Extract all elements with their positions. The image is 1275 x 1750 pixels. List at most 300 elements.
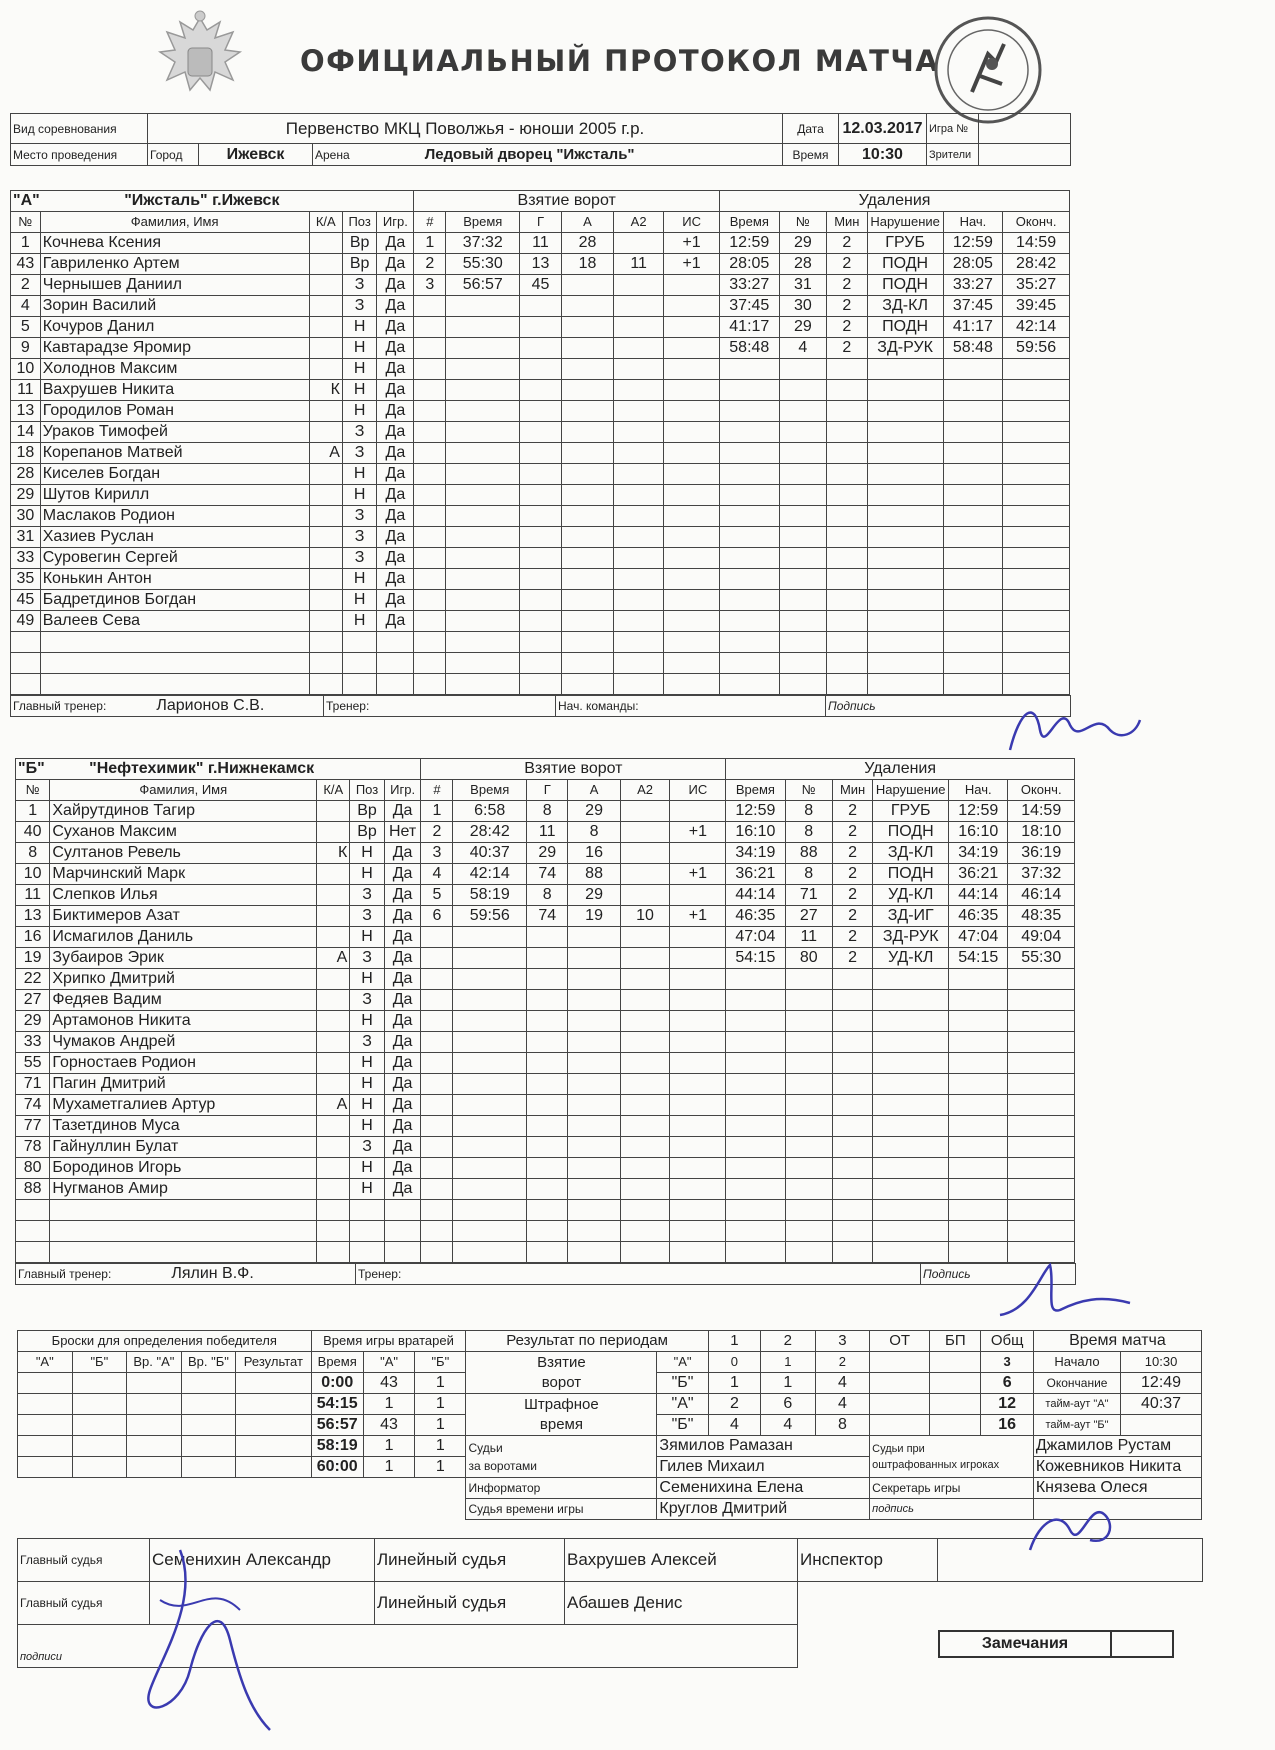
- penalty-minutes: [832, 1221, 872, 1242]
- player-name: Суханов Максим: [50, 822, 317, 843]
- penalty-minutes: 2: [827, 338, 867, 359]
- goal-assist2: [620, 969, 670, 990]
- goal-number: [414, 443, 446, 464]
- player-played: Нет: [384, 822, 421, 843]
- player-played: Да: [384, 1116, 421, 1137]
- goal-situation: [664, 590, 720, 611]
- team-a-row: [11, 275, 1070, 296]
- player-position: Н: [350, 1116, 384, 1137]
- penalty-start: [943, 611, 1002, 632]
- goal-time: [453, 1179, 527, 1200]
- linesman-1-label: Линейный судья: [375, 1539, 565, 1582]
- player-role: [309, 527, 342, 548]
- goal-number: [414, 653, 446, 674]
- player-played: Да: [384, 990, 421, 1011]
- player-role: [309, 254, 342, 275]
- goal-scorer: [526, 1221, 568, 1242]
- player-position: [350, 1200, 384, 1221]
- penalty-end: 39:45: [1003, 296, 1070, 317]
- player-number: 13: [16, 906, 50, 927]
- goal-situation: [664, 401, 720, 422]
- player-position: Н: [350, 1053, 384, 1074]
- team-b-row: [16, 822, 1075, 843]
- periods-header: Результат по периодам: [466, 1331, 708, 1352]
- result-p2: 1: [761, 1352, 816, 1373]
- player-number: 2: [11, 275, 41, 296]
- penalty-time: 34:19: [726, 843, 785, 864]
- player-name: Мухаметгалиев Артур: [50, 1095, 317, 1116]
- player-played: Да: [384, 927, 421, 948]
- player-name: Киселев Богдан: [40, 464, 309, 485]
- goal-assist2: [614, 548, 664, 569]
- goal-assist2: [620, 1200, 670, 1221]
- player-number: 74: [16, 1095, 50, 1116]
- penalty-violation: ПОДН: [867, 254, 943, 275]
- player-position: [342, 674, 377, 695]
- goal-time: 59:56: [453, 906, 527, 927]
- team-b-row: [16, 864, 1075, 885]
- blank: [798, 1582, 1203, 1625]
- goal-assist: [561, 422, 613, 443]
- goal-number: [421, 990, 453, 1011]
- goal-assist: [568, 1221, 620, 1242]
- player-role: [317, 1074, 350, 1095]
- player-name: Зубаиров Эрик: [50, 948, 317, 969]
- player-position: Н: [350, 1074, 384, 1095]
- penalty-player: 31: [779, 275, 827, 296]
- goal-assist: 8: [568, 822, 620, 843]
- goals-row-label: [466, 1352, 657, 1394]
- penalty-violation: [873, 1221, 949, 1242]
- penalty-end: [1003, 464, 1070, 485]
- goal-assist: [561, 590, 613, 611]
- penalty-violation: [873, 1095, 949, 1116]
- penalty-violation: [867, 485, 943, 506]
- penalty-start: [943, 653, 1002, 674]
- penalty-minutes: 2: [832, 885, 872, 906]
- goal-assist2: [620, 801, 670, 822]
- player-position: Н: [350, 843, 384, 864]
- goal-number: [421, 1011, 453, 1032]
- goal-time: [446, 443, 520, 464]
- team-b-row: [16, 1032, 1075, 1053]
- team-a-row: [11, 380, 1070, 401]
- player-played: Да: [384, 1032, 421, 1053]
- goal-assist: [561, 401, 613, 422]
- goal-scorer: [520, 590, 562, 611]
- col-pen-num: №: [779, 212, 827, 233]
- penalty-time: [720, 653, 779, 674]
- coach-label: Главный тренер:: [13, 699, 107, 713]
- player-position: З: [350, 885, 384, 906]
- player-number: [11, 674, 41, 695]
- player-position: Н: [350, 1179, 384, 1200]
- penalty-start: [949, 969, 1008, 990]
- shootout-cell: [18, 1457, 73, 1478]
- col-pen-min: Мин: [832, 780, 872, 801]
- goal-assist2: [614, 317, 664, 338]
- player-position: Н: [350, 927, 384, 948]
- penalty-violation: УД-КЛ: [873, 885, 949, 906]
- team-a-letter: "А": [13, 192, 40, 209]
- team-a-row: [11, 254, 1070, 275]
- player-name: Гайнуллин Булат: [50, 1137, 317, 1158]
- shootout-cell: [127, 1373, 182, 1394]
- penalty-player: 30: [779, 296, 827, 317]
- penalty-start: 41:17: [943, 317, 1002, 338]
- col-goal-scorer: Г: [520, 212, 562, 233]
- penalty-player: [785, 1011, 832, 1032]
- gk-time-col: Время: [311, 1352, 363, 1373]
- goal-number: [414, 338, 446, 359]
- player-number: 8: [16, 843, 50, 864]
- team-a-row: [11, 569, 1070, 590]
- team-b-name: "Нефтехимик" г.Нижнекамск: [89, 760, 315, 777]
- penalty-minutes: 2: [827, 254, 867, 275]
- team-a-row: [11, 359, 1070, 380]
- goal-time: 58:19: [453, 885, 527, 906]
- player-position: З: [350, 906, 384, 927]
- team-b-penalties-header: Удаления: [726, 759, 1075, 780]
- goal-scorer: 8: [526, 801, 568, 822]
- team-a-trainer-label: Тренер:: [324, 696, 556, 717]
- goal-assist2: [614, 674, 664, 695]
- shootout-cell: [127, 1436, 182, 1457]
- penalty-minutes: [832, 969, 872, 990]
- goal-time: [453, 1116, 527, 1137]
- player-position: Вр: [342, 233, 377, 254]
- player-position: Н: [342, 338, 377, 359]
- penalty-start: 37:45: [943, 296, 1002, 317]
- penalty-player: 8: [785, 801, 832, 822]
- penalty-time: [726, 1053, 785, 1074]
- player-role: [317, 990, 350, 1011]
- player-played: Да: [384, 1053, 421, 1074]
- goal-assist: [561, 380, 613, 401]
- col-played: Игр.: [377, 212, 414, 233]
- goal-assist2: [620, 843, 670, 864]
- gk-row-time: 60:00: [311, 1457, 363, 1478]
- penalty-end: [1008, 1074, 1075, 1095]
- player-number: 77: [16, 1116, 50, 1137]
- goal-scorer: 74: [526, 906, 568, 927]
- result-ot: [870, 1373, 930, 1394]
- team-b-row: [16, 1179, 1075, 1200]
- goal-situation: [664, 275, 720, 296]
- goalie-time-header: Время игры вратарей: [311, 1331, 466, 1352]
- goal-situation: [670, 1032, 726, 1053]
- goal-assist2: [614, 590, 664, 611]
- player-role: [317, 801, 350, 822]
- signatures-label: подписи: [18, 1625, 798, 1668]
- shootout-cell: [127, 1457, 182, 1478]
- linesman-2: Абашев Денис: [565, 1582, 798, 1625]
- penalty-end: [1008, 1179, 1075, 1200]
- penalty-player: [779, 401, 827, 422]
- goal-assist: [561, 653, 613, 674]
- goal-assist: [568, 1074, 620, 1095]
- penalty-violation: ЗД-РУК: [867, 338, 943, 359]
- player-role: [317, 1242, 350, 1263]
- goal-assist2: [614, 485, 664, 506]
- gk-row-b: 1: [415, 1415, 466, 1436]
- team-b-row: [16, 1158, 1075, 1179]
- informer-name: Семенихина Елена: [657, 1478, 870, 1499]
- goal-situation: [670, 1200, 726, 1221]
- goal-scorer: [526, 1200, 568, 1221]
- coat-of-arms-emblem: [155, 10, 245, 105]
- col-num: №: [11, 212, 41, 233]
- team-a-goals-header: Взятие ворот: [414, 191, 720, 212]
- penalty-violation: [873, 1179, 949, 1200]
- goal-situation: [664, 632, 720, 653]
- goal-scorer: [526, 1158, 568, 1179]
- col-pen-min: Мин: [827, 212, 867, 233]
- player-number: 4: [11, 296, 41, 317]
- goal-assist2: [620, 1137, 670, 1158]
- goal-time: [446, 569, 520, 590]
- penalty-minutes: [827, 359, 867, 380]
- competition-value: Первенство МКЦ Поволжья - юноши 2005 г.р.: [148, 114, 783, 144]
- penalty-player: [779, 548, 827, 569]
- player-position: Н: [350, 1011, 384, 1032]
- player-role: [309, 548, 342, 569]
- penalty-violation: [873, 1116, 949, 1137]
- team-a-signature: [1000, 690, 1150, 760]
- player-number: 55: [16, 1053, 50, 1074]
- penalty-start: [949, 1011, 1008, 1032]
- goal-assist2: [614, 464, 664, 485]
- goal-number: [421, 1179, 453, 1200]
- penalty-end: 48:35: [1008, 906, 1075, 927]
- shootout-cell: [18, 1373, 73, 1394]
- secretary-signature-mark: [1010, 1490, 1130, 1560]
- goal-scorer: [526, 1011, 568, 1032]
- penalty-start: [949, 1221, 1008, 1242]
- penalty-start: [943, 359, 1002, 380]
- penalty-violation: [873, 1011, 949, 1032]
- goal-situation: [664, 422, 720, 443]
- player-role: [309, 485, 342, 506]
- team-b-row: [16, 948, 1075, 969]
- penalty-player: [785, 1179, 832, 1200]
- goal-scorer: 29: [526, 843, 568, 864]
- penalty-violation: [867, 422, 943, 443]
- team-b-table: [15, 758, 1075, 1263]
- player-played: Да: [377, 359, 414, 380]
- goal-assist: [568, 1137, 620, 1158]
- goal-assist2: [614, 611, 664, 632]
- player-role: [309, 275, 342, 296]
- player-name: [50, 1221, 317, 1242]
- penalty-time: [726, 1242, 785, 1263]
- goal-scorer: [526, 1242, 568, 1263]
- penalty-start: [949, 1137, 1008, 1158]
- start-value: 10:30: [1121, 1352, 1202, 1373]
- penalty-minutes: [827, 485, 867, 506]
- player-role: [317, 927, 350, 948]
- penalty-end: [1003, 527, 1070, 548]
- goal-situation: [664, 653, 720, 674]
- result-bp: [930, 1373, 981, 1394]
- penalty-violation: ЗД-КЛ: [873, 843, 949, 864]
- goal-situation: +1: [670, 906, 726, 927]
- goal-scorer: 74: [526, 864, 568, 885]
- team-b-title-cell: [16, 759, 421, 780]
- penalty-minutes: 2: [832, 948, 872, 969]
- player-played: Да: [384, 1095, 421, 1116]
- player-number: 71: [16, 1074, 50, 1095]
- gk-row-b: 1: [415, 1373, 466, 1394]
- penalty-violation: [867, 611, 943, 632]
- col-goal-time: Время: [446, 212, 520, 233]
- col-pen-time: Время: [726, 780, 785, 801]
- penalty-time: [726, 1200, 785, 1221]
- chief-referee-2-label: Главный судья: [18, 1582, 150, 1625]
- goal-assist: [561, 674, 613, 695]
- penalty-player: 8: [785, 864, 832, 885]
- goal-situation: [664, 443, 720, 464]
- col-assist1: А: [561, 212, 613, 233]
- spectators-value: [979, 144, 1071, 166]
- team-a-row: [11, 632, 1070, 653]
- col-assist2: А2: [614, 212, 664, 233]
- penalty-start: [949, 1200, 1008, 1221]
- goal-assist2: [614, 338, 664, 359]
- player-role: [317, 1179, 350, 1200]
- team-a-rows: [11, 233, 1070, 695]
- player-role: К: [317, 843, 350, 864]
- goal-time: 55:30: [446, 254, 520, 275]
- penalty-violation: [873, 1053, 949, 1074]
- arena-label: Арена: [315, 147, 350, 162]
- penalty-time: [726, 1032, 785, 1053]
- goal-assist2: [614, 506, 664, 527]
- player-name: Конькин Антон: [40, 569, 309, 590]
- goal-situation: [664, 485, 720, 506]
- penalty-end: 28:42: [1003, 254, 1070, 275]
- player-played: Да: [377, 296, 414, 317]
- penalty-start: [943, 443, 1002, 464]
- player-number: 33: [11, 548, 41, 569]
- team-a-row: [11, 464, 1070, 485]
- player-number: 28: [11, 464, 41, 485]
- player-role: [317, 1116, 350, 1137]
- player-position: [350, 1242, 384, 1263]
- player-role: [309, 296, 342, 317]
- goal-assist2: [614, 443, 664, 464]
- player-role: [309, 569, 342, 590]
- goal-scorer: [520, 359, 562, 380]
- penalty-start: [949, 1074, 1008, 1095]
- player-position: Н: [342, 401, 377, 422]
- game-number-value: [979, 114, 1071, 144]
- penalty-violation: ЗД-КЛ: [867, 296, 943, 317]
- goal-assist2: [620, 1011, 670, 1032]
- penalty-minutes: [832, 1158, 872, 1179]
- player-number: 80: [16, 1158, 50, 1179]
- penalty-start: 16:10: [949, 822, 1008, 843]
- shootout-goalie-b: Вр. "Б": [181, 1352, 236, 1373]
- penalty-time: [726, 990, 785, 1011]
- goal-scorer: [520, 632, 562, 653]
- team-a-table: [10, 190, 1070, 695]
- goal-situation: [664, 548, 720, 569]
- player-position: Н: [350, 1095, 384, 1116]
- penalty-start: 44:14: [949, 885, 1008, 906]
- shootout-cell: [236, 1457, 311, 1478]
- match-time-header: Время матча: [1033, 1331, 1201, 1352]
- goal-assist: [568, 1179, 620, 1200]
- player-number: 19: [16, 948, 50, 969]
- goal-situation: [664, 569, 720, 590]
- goal-time: [446, 401, 520, 422]
- player-role: К: [309, 380, 342, 401]
- team-b-letter: "Б": [18, 760, 45, 777]
- penalty-end: 14:59: [1003, 233, 1070, 254]
- goal-time: 6:58: [453, 801, 527, 822]
- goal-situation: +1: [664, 233, 720, 254]
- penalty-minutes: [832, 1053, 872, 1074]
- remarks-box: [938, 1630, 1174, 1658]
- penalty-player: [785, 1095, 832, 1116]
- player-position: З: [342, 296, 377, 317]
- penalty-start: [943, 485, 1002, 506]
- goal-scorer: [520, 548, 562, 569]
- player-name: Хайрутдинов Тагир: [50, 801, 317, 822]
- goal-assist: [561, 338, 613, 359]
- player-name: Маслаков Родион: [40, 506, 309, 527]
- player-played: Да: [377, 590, 414, 611]
- penalty-time: [726, 1011, 785, 1032]
- penalty-time: [720, 422, 779, 443]
- penalty-start: [943, 506, 1002, 527]
- penalty-violation: ГРУБ: [873, 801, 949, 822]
- goal-assist2: 10: [620, 906, 670, 927]
- player-role: [309, 401, 342, 422]
- player-name: Тазетдинов Муса: [50, 1116, 317, 1137]
- penalty-minutes: [827, 632, 867, 653]
- col-name: Фамилия, Имя: [50, 780, 317, 801]
- penalty-violation: ПОДН: [873, 864, 949, 885]
- goal-assist2: [620, 948, 670, 969]
- player-played: Да: [384, 969, 421, 990]
- penalty-end: [1008, 1095, 1075, 1116]
- penalty-player: [779, 527, 827, 548]
- penalty-end: [1003, 422, 1070, 443]
- player-played: Да: [377, 443, 414, 464]
- player-number: 18: [11, 443, 41, 464]
- result-ot: [870, 1394, 930, 1415]
- player-name: Валеев Сева: [40, 611, 309, 632]
- penalty-start: 34:19: [949, 843, 1008, 864]
- goal-assist2: [614, 653, 664, 674]
- goal-situation: [664, 674, 720, 695]
- player-role: [309, 653, 342, 674]
- goal-number: [414, 632, 446, 653]
- goal-number: [414, 464, 446, 485]
- goal-number: [421, 969, 453, 990]
- penalty-time: [720, 590, 779, 611]
- penalty-minutes: [832, 1095, 872, 1116]
- penalty-end: [1008, 990, 1075, 1011]
- goal-time: [453, 1221, 527, 1242]
- goal-assist2: [620, 1095, 670, 1116]
- player-number: 11: [11, 380, 41, 401]
- team-a-captain-label: Нач. команды:: [556, 696, 826, 717]
- penalty-judges-label: [870, 1436, 1034, 1478]
- player-role: [309, 422, 342, 443]
